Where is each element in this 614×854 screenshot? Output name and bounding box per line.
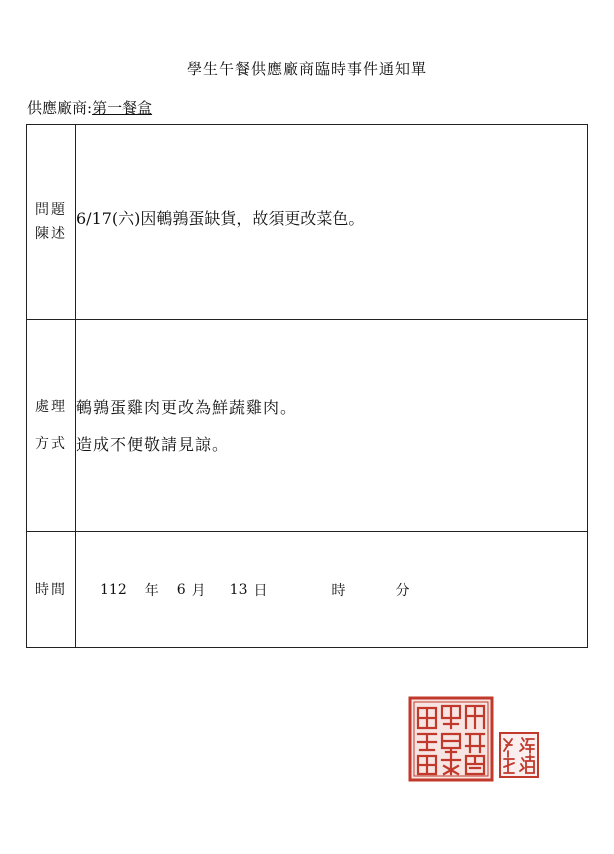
time-value [76,532,588,648]
problem-text: 6/17(六)因鵪鶉蛋缺貨，故須更改菜色。 [76,209,365,228]
company-seal-stamp [408,696,494,782]
problem-label [27,125,76,320]
vendor-label: 供應廠商: [27,99,93,117]
handling-label-line-1: 處理 [35,398,67,415]
notice-form-table [26,124,588,648]
problem-description [76,125,588,320]
time-label: 時間 [27,532,76,648]
year-value: 112 [100,581,127,598]
time-fields [76,580,587,600]
handling-description [76,320,588,532]
handling-line-2: 造成不便敬請見諒。 [76,434,230,454]
day-unit: 日 [253,582,268,599]
minute-unit: 分 [395,582,410,599]
handling-line-1: 鵪鶉蛋雞肉更改為鮮蔬雞肉。 [76,397,298,417]
problem-label-line-1: 問題 [35,202,67,218]
vendor-name: 第一餐盒 [92,99,153,117]
month-unit: 月 [191,582,206,599]
month-value: 6 [176,581,186,598]
time-row [27,532,588,648]
hour-unit: 時 [331,582,346,599]
vendor-line [27,97,152,118]
document-title: 學生午餐供應廠商臨時事件通知單 [186,60,427,78]
problem-row [27,125,588,320]
handling-label [27,320,76,532]
personal-seal-stamp [498,731,540,779]
day-value: 13 [229,581,248,598]
handling-row [27,320,588,532]
handling-label-line-2: 方式 [35,435,67,452]
problem-label-line-2: 陳述 [35,226,67,242]
year-unit: 年 [144,582,159,599]
